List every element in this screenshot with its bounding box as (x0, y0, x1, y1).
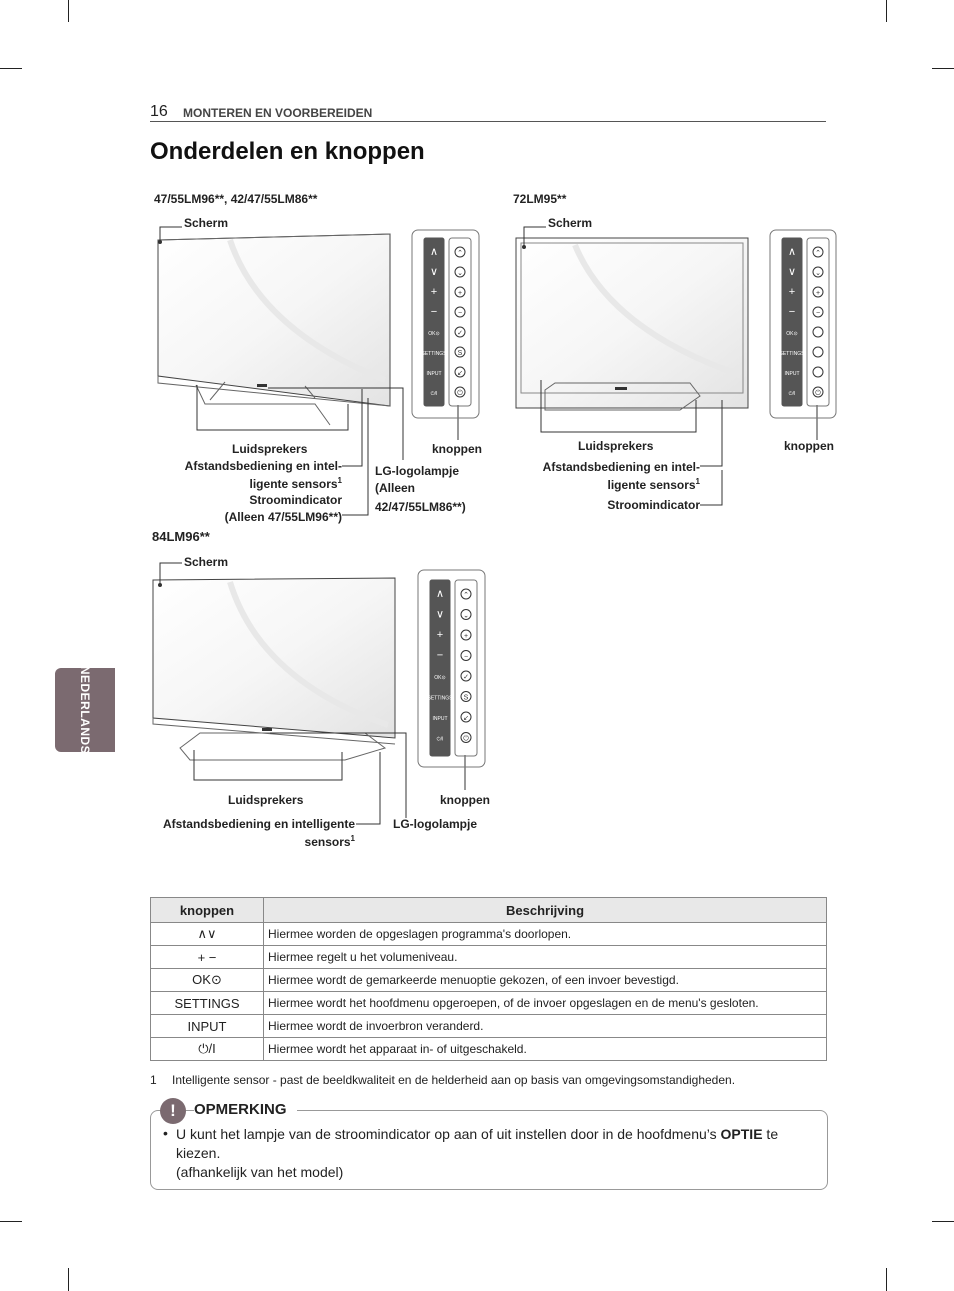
crop-mark (886, 1268, 887, 1291)
diagram3-logo-label: LG-logolampje (393, 817, 477, 831)
diagram3-speakers-label: Luidsprekers (228, 793, 304, 807)
panel-button-label: ∧ (787, 246, 797, 258)
panel-button-glyph: ⌄ (463, 612, 469, 620)
diagram2-screen-label: Scherm (548, 216, 593, 230)
diagram3-screen-label: Scherm (184, 555, 229, 569)
panel-button-label: ⏻/I (436, 736, 444, 743)
warning-icon: ! (160, 1098, 186, 1124)
diagram3-buttons-label: knoppen (440, 793, 490, 807)
diagram2-remote-label: Afstandsbediening en intel- (542, 460, 700, 474)
diagram1-logo-models: 42/47/55LM86**) (375, 500, 466, 514)
crop-mark (68, 1268, 69, 1291)
panel-button-glyph: − (463, 653, 469, 661)
panel-button-label: ∨ (435, 608, 445, 621)
panel-button-icon (813, 347, 823, 357)
note-title: OPMERKING (194, 1101, 297, 1118)
panel-button-glyph: ⏻ (457, 390, 463, 397)
diagram1-remote-label: Afstandsbediening en intel- (184, 459, 342, 473)
diagram2-remote-label-2: ligente sensors$^1$ (607, 477, 700, 492)
table-desc: Hiermee wordt de gemarkeerde menuoptie gekozen, of een invoer bevestigd. (264, 969, 827, 992)
diagram1-speakers-label: Luidsprekers (232, 442, 308, 456)
panel-button-glyph: S (457, 350, 463, 357)
table-row (151, 923, 827, 946)
panel-button-glyph: ⌃ (457, 250, 463, 257)
language-tab-label: NEDERLANDS (78, 665, 92, 755)
table-header-description: Beschrijving (264, 898, 827, 923)
table-row (151, 992, 827, 1015)
diagram1-power-label: Stroomindicator (249, 493, 342, 507)
panel-button-label: − (430, 306, 438, 318)
diagram1-model: 47/55LM96**, 42/47/55LM86** (154, 192, 318, 206)
panel-button-glyph: − (815, 310, 821, 317)
diagram1-logo-note: (Alleen (375, 481, 416, 495)
panel-button-label: ∨ (429, 266, 439, 278)
diagram1-buttons-label: knoppen (432, 442, 482, 456)
panel-button-glyph: ⌄ (815, 270, 821, 277)
table-header-buttons: knoppen (151, 898, 264, 923)
panel-button-label: OK⊙ (786, 331, 798, 337)
section-title: MONTEREN EN VOORBEREIDEN (183, 106, 373, 120)
diagram1-remote-label-2: ligente sensors$^1$ (249, 476, 342, 491)
panel-button-label: ∨ (787, 266, 797, 278)
crop-mark (0, 1221, 22, 1222)
panel-button-glyph: ✓ (457, 330, 463, 337)
diagram2-power-label: Stroomindicator (607, 498, 700, 512)
panel-button-label: + (788, 286, 796, 298)
note-text: U kunt het lampje van de stroomindicator op aan of uit instellen door in de hoofdmenu’s OPTIE te kiezen. (afhankelijk van het model) (176, 1126, 779, 1180)
panel-button-glyph: + (815, 290, 821, 297)
table-key: + − (151, 946, 264, 969)
panel-button-label: INPUT (784, 371, 800, 377)
panel-button-label: SETTINGS (779, 351, 805, 357)
tv-3-drawing (153, 563, 485, 824)
diagram3-remote-label: Afstandsbediening en intelligente (162, 817, 355, 831)
diagram1-power-note: (Alleen 47/55LM96**) (224, 510, 342, 524)
panel-button-glyph: ✓ (463, 674, 469, 681)
panel-button-label: ⏻/I (430, 391, 438, 397)
table-desc: Hiermee regelt u het volumeniveau. (264, 946, 827, 969)
footnote-text: Intelligente sensor - past de beeldkwaliteit en de helderheid aan op basis van omgevingsomstandigheden. (172, 1073, 736, 1087)
panel-button-glyph: + (457, 290, 463, 297)
table-key: ∧∨ (151, 923, 264, 946)
table-desc: Hiermee wordt het apparaat in- of uitgeschakeld. (264, 1038, 827, 1061)
panel-button-label: OK⊙ (434, 675, 446, 681)
panel-button-label: SETTINGS (421, 351, 447, 357)
panel-button-label: − (788, 306, 796, 318)
buttons-table (150, 897, 827, 1061)
panel-button-glyph: ⏻ (815, 390, 821, 397)
panel-button-glyph: ↙ (463, 715, 469, 722)
panel-button-label: INPUT (426, 371, 442, 377)
table-desc: Hiermee wordt de invoerbron veranderd. (264, 1015, 827, 1038)
table-row (151, 1015, 827, 1038)
panel-button-label: OK⊙ (428, 331, 440, 337)
panel-button-glyph: ⏻ (463, 735, 469, 743)
table-row (151, 1038, 827, 1061)
footnote (150, 1073, 735, 1087)
panel-button-label: + (436, 629, 444, 641)
panel-button-label: + (430, 286, 438, 298)
panel-button-label: ⏻/I (788, 391, 796, 397)
panel-button-label: SETTINGS (427, 695, 453, 702)
note-bullet: • (163, 1125, 168, 1141)
panel-button-glyph: + (463, 633, 469, 640)
diagram2-model: 72LM95** (513, 192, 567, 206)
table-row (151, 946, 827, 969)
panel-button-glyph: − (457, 310, 463, 317)
diagram2-speakers-label: Luidsprekers (578, 439, 654, 453)
diagram1-screen-label: Scherm (184, 216, 229, 230)
diagram2-buttons-label: knoppen (784, 439, 834, 453)
crop-mark (932, 1221, 954, 1222)
table-key: SETTINGS (151, 992, 264, 1015)
panel-button-label: ∧ (435, 588, 445, 600)
panel-button-glyph: ⌄ (457, 270, 463, 277)
table-desc: Hiermee wordt het hoofdmenu opgeroepen, of de invoer opgeslagen en de menu's gesloten. (264, 992, 827, 1015)
table-key: OK⊙ (151, 969, 264, 992)
panel-button-glyph: ↙ (457, 370, 463, 377)
diagram1-logo-label: LG-logolampje (375, 464, 459, 478)
table-key: ⏻/I (151, 1038, 264, 1061)
diagram3-model: 84LM96** (152, 529, 210, 544)
panel-button-glyph: ⌃ (815, 250, 821, 257)
page-title: Onderdelen en knoppen (150, 138, 425, 165)
panel-button-glyph: S (463, 694, 469, 702)
panel-button-icon (813, 367, 823, 377)
panel-button-glyph: ⌃ (463, 592, 469, 599)
diagram3-remote-label-2: sensors$^1$ (304, 834, 355, 849)
table-key: INPUT (151, 1015, 264, 1038)
panel-button-label: − (436, 649, 444, 662)
panel-button-icon (813, 327, 823, 337)
panel-button-label: INPUT (432, 716, 448, 722)
table-row (151, 969, 827, 992)
footnote-number: 1 (150, 1073, 157, 1087)
table-desc: Hiermee worden de opgeslagen programma's doorlopen. (264, 923, 827, 946)
panel-button-label: ∧ (429, 246, 439, 258)
page-number: 16 (150, 103, 168, 120)
